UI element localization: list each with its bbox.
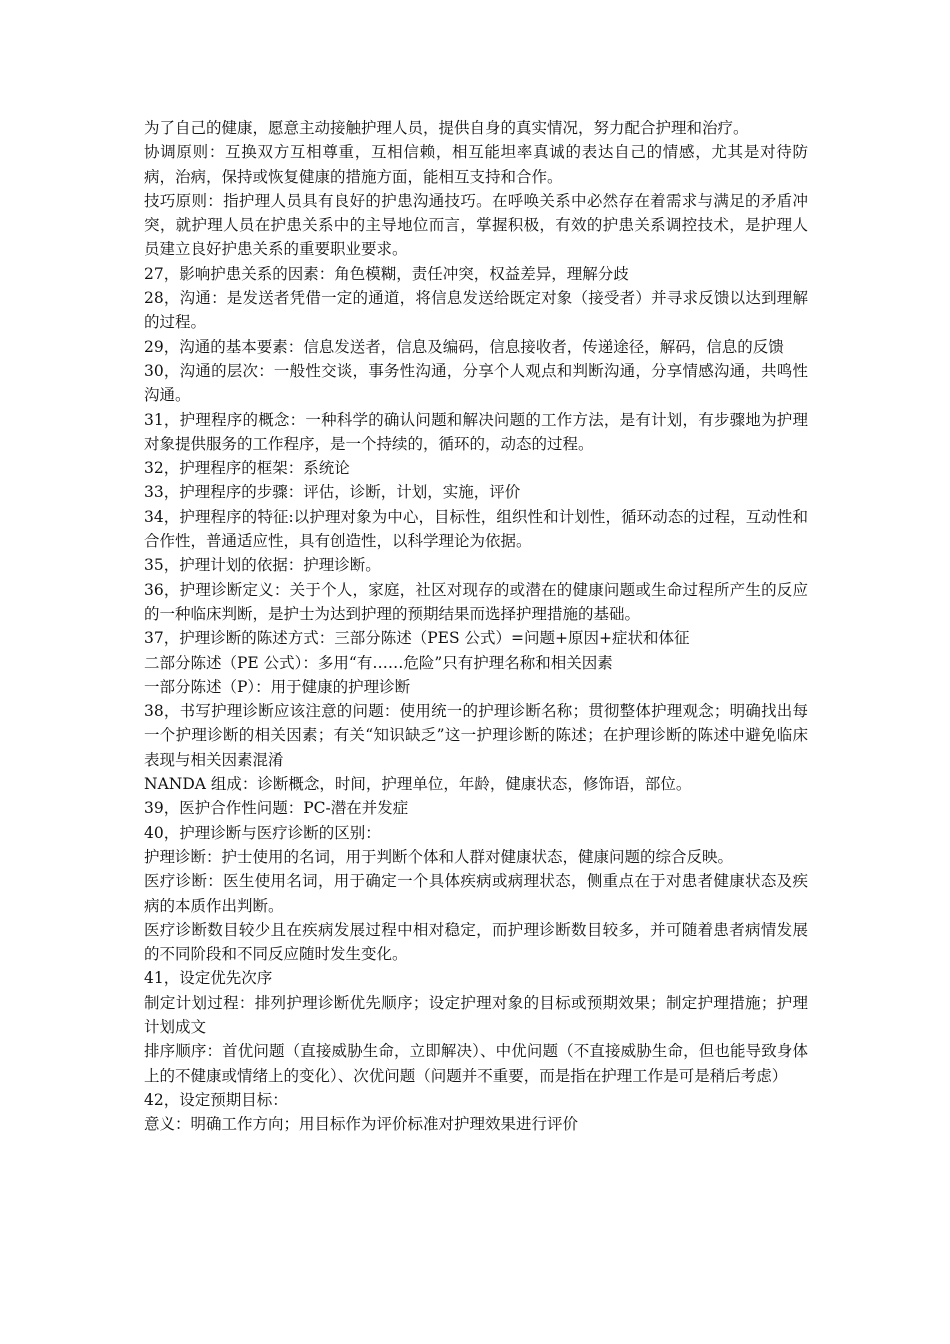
paragraph-item-28: 28，沟通：是发送者凭借一定的通道，将信息发送给既定对象（接受者）并寻求反馈以达到理解的过程。: [144, 289, 808, 332]
document-body: [144, 116, 808, 1136]
paragraph-nursing-diagnosis: 护理诊断：护士使用的名词，用于判断个体和人群对健康状态，健康问题的综合反映。: [144, 847, 734, 866]
paragraph-medical-diagnosis: 医疗诊断：医生使用名词，用于确定一个具体疾病或病理状态，侧重点在于对患者健康状态及疾病的本质作出判断。: [144, 872, 808, 915]
paragraph-diagnosis-comparison: 医疗诊断数目较少且在疾病发展过程中相对稳定，而护理诊断数目较多，并可随着患者病情发展的不同阶段和不同反应随时发生变化。: [144, 920, 808, 964]
paragraph-item-37: 37，护理诊断的陈述方式：三部分陈述（PES 公式）=问题+原因+症状和体征: [144, 629, 690, 648]
paragraph-item-30: 30，沟通的层次：一般性交谈，事务性沟通，分享个人观点和判断沟通，分享情感沟通，共鸣性沟通。: [144, 361, 808, 405]
paragraph-item-27: 27，影响护患关系的因素：角色模糊，责任冲突，权益差异，理解分歧: [144, 264, 629, 283]
paragraph-item-38: 38，书写护理诊断应该注意的问题：使用统一的护理诊断名称；贯彻整体护理观念；明确找出每一个护理诊断的相关因素；有关“知识缺乏”这一护理诊断的陈述；在护理诊断的陈述中避免临床表现与相关因素混淆: [144, 702, 808, 769]
paragraph-intro-continuation: 为了自己的健康，愿意主动接触护理人员，提供自身的真实情况，努力配合护理和治疗。: [144, 119, 749, 137]
paragraph-item-36: 36，护理诊断定义：关于个人，家庭，社区对现存的或潜在的健康问题或生命过程所产生的反应的一种临床判断，是护士为达到护理的预期结果而选择护理措施的基础。: [144, 580, 808, 623]
paragraph-significance: 意义：明确工作方向；用目标作为评价标准对护理效果进行评价: [144, 1115, 579, 1134]
paragraph-item-32: 32，护理程序的框架：系统论: [144, 459, 350, 478]
paragraph-priority-order: 排序顺序：首优问题（直接威胁生命，立即解决）、中优问题（不直接威胁生命，但也能导致身体上的不健康或情绪上的变化）、次优问题（问题并不重要，而是指在护理工作是可是稍后考虑）: [144, 1042, 808, 1085]
paragraph-coordination-principle: 协调原则：互换双方互相尊重，互相信赖，相互能坦率真诚的表达自己的情感，尤其是对待防病，治病，保持或恢复健康的措施方面，能相互支持和合作。: [144, 143, 808, 186]
paragraph-item-42: 42，设定预期目标：: [144, 1090, 288, 1109]
paragraph-item-33: 33，护理程序的步骤：评估，诊断，计划，实施，评价: [144, 483, 521, 502]
paragraph-planning-process: 制定计划过程：排列护理诊断优先顺序；设定护理对象的目标或预期效果；制定护理措施；护理计划成文: [144, 993, 808, 1036]
paragraph-nanda: NANDA 组成：诊断概念，时间，护理单位，年龄，健康状态，修饰语，部位。: [144, 775, 692, 794]
paragraph-item-29: 29，沟通的基本要素：信息发送者，信息及编码，信息接收者，传递途径，解码，信息的反馈: [144, 337, 784, 356]
paragraph-pe-formula: 二部分陈述（PE 公式）：多用“有……危险”只有护理名称和相关因素: [144, 653, 613, 672]
paragraph-item-31: 31，护理程序的概念：一种科学的确认问题和解决问题的工作方法，是有计划，有步骤地为护理对象提供服务的工作程序，是一个持续的，循环的，动态的过程。: [144, 410, 808, 453]
paragraph-p-formula: 一部分陈述（P）：用于健康的护理诊断: [144, 677, 411, 696]
paragraph-item-34: 34，护理程序的特征:以护理对象为中心，目标性，组织性和计划性，循环动态的过程，互动性和合作性，普通适应性，具有创造性，以科学理论为依据。: [144, 507, 808, 551]
paragraph-item-35: 35，护理计划的依据：护理诊断。: [144, 556, 381, 575]
paragraph-skill-principle: 技巧原则：指护理人员具有良好的护患沟通技巧。在呼唤关系中必然存在着需求与满足的矛盾冲突，就护理人员在护患关系中的主导地位而言，掌握积极，有效的护患关系调控技术，是护理人员建立良好护患关系的重要职业要求。: [144, 191, 808, 259]
paragraph-item-41: 41，设定优先次序: [144, 969, 273, 988]
paragraph-item-39: 39，医护合作性问题：PC-潜在并发症: [144, 799, 409, 818]
paragraph-item-40: 40，护理诊断与医疗诊断的区别：: [144, 823, 381, 842]
